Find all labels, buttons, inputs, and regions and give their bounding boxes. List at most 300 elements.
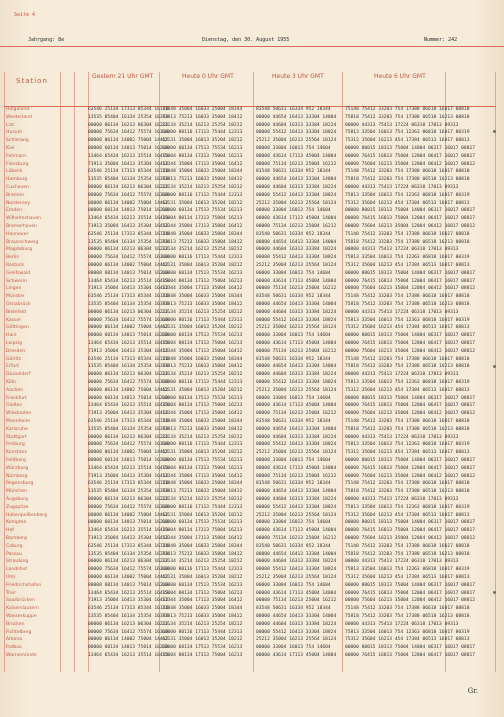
weather-cell: 25212 35004 16213 25564 18124: [256, 575, 337, 580]
weather-cell: 00000 60134 17513 75534 16213: [162, 520, 243, 526]
weather-cell: 75004 80134 17313 75004 16213: [162, 278, 243, 284]
binding-hole: [493, 365, 496, 368]
weather-cell: 00000 55412 16413 33304 18824: [256, 255, 337, 261]
station-name: Bielefeld: [6, 309, 26, 315]
weather-cell: 00000 60134 14013 75014 16213: [88, 395, 169, 401]
weather-cell: 75148 75412 33203 754 17388 06618 16017 08818: [345, 294, 470, 300]
weather-cell: 00000 75604 16213 35004 12004 06412 16017 08812: [345, 411, 475, 417]
weather-cell: 00000 06134 14002 75004 14412: [88, 637, 169, 643]
weather-cell: 75818 75412 33203 754 17388 06518 16213 08818: [345, 489, 470, 495]
weather-cell: 00000 33004 16013 754 14604: [256, 208, 331, 214]
station-name: Putbus: [6, 645, 22, 651]
weather-cell: 00000 80116 17113 75444 12313: [162, 567, 243, 573]
table-row: [4, 590, 496, 598]
station-name: Trier: [6, 590, 17, 596]
table-row: [4, 348, 496, 356]
weather-cell: 00000 60134 14013 75014 16213: [88, 582, 169, 588]
weather-cell: 13344 35004 17113 35004 16412: [162, 411, 243, 417]
weather-cell: 00000 55412 16413 33304 18824: [256, 130, 337, 136]
station-name: Konstanz: [6, 450, 27, 456]
station-name: Magdeburg: [6, 247, 32, 253]
table-row: [4, 410, 496, 418]
weather-cell: 42131 35004 16013 35204 18212: [162, 575, 243, 580]
weather-cell: 75312 35604 16213 454 17384 06513 16017 08813: [345, 450, 470, 456]
weather-cell: 71848 35004 16033 25004 18344: [162, 356, 243, 362]
weather-cell: 00000 75134 16213 25004 16212: [256, 161, 337, 167]
weather-cell: 13344 35004 17113 35004 16412: [162, 161, 243, 167]
table-row: [4, 597, 496, 605]
station-name: Dresden: [6, 348, 26, 354]
station-name: Cuxhaven: [6, 185, 30, 190]
weather-cell: 13535 85404 16134 25354 16348: [88, 551, 169, 557]
weather-cell: 00000 06134 14002 75004 14412: [88, 200, 169, 206]
weather-cell: 00000 75604 16213 35004 12004 06412 16017 08812: [345, 598, 475, 604]
weather-cell: 00000 75634 16412 75574 16313: [88, 567, 169, 573]
weather-cell: 00000 06134 16213 06304 16212: [88, 434, 169, 440]
weather-cell: 00000 80015 18313 75004 14004 06317 16017 08817: [345, 582, 475, 588]
weather-cell: 42131 35004 16013 35204 18212: [162, 200, 243, 206]
weather-cell: 00000 60134 14013 75014 16213: [88, 270, 169, 276]
weather-cell: 13464 65434 16213 35514 16413: [88, 653, 169, 658]
weather-cell: 00000 75134 16213 25004 16212: [256, 598, 337, 604]
weather-cell: 42131 35004 16013 35204 18212: [162, 325, 243, 331]
table-row: [4, 145, 496, 153]
weather-cell: 00000 33004 16013 754 14604: [256, 146, 331, 151]
weather-cell: 00000 75604 16213 35004 12004 06412 16017 08812: [345, 473, 475, 479]
weather-cell: 00000 43614 17113 45004 14004: [256, 528, 337, 534]
weather-cell: 75818 75412 33203 754 17388 06518 16213 08818: [345, 114, 470, 120]
station-name: Norderney: [6, 200, 31, 206]
weather-cell: 75818 75412 33203 754 17388 06518 16213 08818: [345, 426, 470, 432]
station-name: Mannheim: [6, 419, 31, 424]
weather-cell: 13535 85404 16134 25354 16348: [88, 114, 169, 120]
weather-cell: 13344 35004 17113 35004 16412: [162, 286, 243, 292]
weather-cell: 00000 44313 75413 17224 06318 17013 09313: [345, 434, 459, 440]
table-row: [4, 441, 496, 449]
weather-cell: 25212 35004 16213 25564 18124: [256, 450, 337, 456]
table-row: [4, 215, 496, 223]
weather-cell: 00000 60134 14013 75014 16213: [88, 208, 169, 214]
weather-cell: 42131 35004 16013 35204 18212: [162, 512, 243, 518]
weather-cell: 00000 44313 75413 17224 06318 17013 09313: [345, 372, 459, 378]
station-name: Harz: [6, 333, 17, 339]
station-name: Kiel: [6, 146, 15, 151]
weather-cell: 75818 75412 33203 754 17388 06518 16213 08818: [345, 364, 470, 370]
weather-cell: 13464 65434 16213 35514 16413: [88, 278, 169, 284]
weather-cell: 42131 35004 16013 35204 18212: [162, 450, 243, 456]
weather-cell: 00000 75634 16412 75574 16313: [88, 255, 169, 261]
weather-cell: 75813 33504 16013 754 12363 06818 16017 80319: [345, 442, 470, 448]
weather-cell: 00000 80015 18313 75004 14004 06317 16017 08817: [345, 645, 475, 651]
weather-cell: 00000 44604 16313 33384 18224: [256, 122, 337, 128]
weather-cell: 00000 06134 16213 06304 16212: [88, 497, 169, 502]
station-name: Arkona: [6, 637, 23, 643]
weather-cell: 00000 44654 16413 33304 14004: [256, 177, 337, 183]
weather-cell: 00000 33004 16013 754 14604: [256, 645, 331, 651]
weather-cell: 00000 75634 16412 75574 16313: [88, 504, 169, 510]
binding-hole: [493, 130, 496, 133]
table-row: [4, 395, 496, 403]
weather-cell: 71848 35004 16033 25004 18344: [162, 107, 243, 112]
table-row: [4, 137, 496, 145]
weather-cell: 83548 50631 16334 952 18344: [256, 419, 331, 424]
weather-cell: 00000 80015 18313 75004 14004 06317 16017 08817: [345, 333, 475, 339]
table-row: [4, 473, 496, 481]
weather-cell: 00000 44604 16313 33384 18224: [256, 247, 337, 253]
table-row: [4, 652, 496, 660]
weather-cell: 63546 25134 17313 85344 16134: [88, 543, 169, 549]
table-row: [4, 301, 496, 309]
station-name: Husum: [6, 130, 23, 136]
weather-cell: 00000 44654 16413 33304 14004: [256, 364, 337, 370]
table-row: [4, 317, 496, 325]
weather-cell: 23134 35214 16213 25254 18212: [162, 185, 243, 190]
station-name: Feldberg: [6, 458, 26, 463]
binding-hole: [493, 591, 496, 594]
station-name: Leipzig: [6, 341, 23, 346]
station-name: Kempten: [6, 520, 27, 526]
weather-cell: 23134 35214 16213 25254 18212: [162, 372, 243, 378]
weather-cell: 42131 35004 16013 35204 18212: [162, 263, 243, 268]
table-row: [4, 332, 496, 340]
table-row: [4, 168, 496, 176]
table-row: [4, 387, 496, 395]
weather-cell: 00000 44604 16313 33384 18224: [256, 434, 337, 440]
volume-label: Jahrgang: 8e: [28, 37, 65, 43]
weather-cell: 00000 55412 16413 33304 18824: [256, 442, 337, 448]
station-name: Gießen: [6, 403, 23, 409]
weather-cell: 71813 75213 16033 35004 18412: [162, 364, 243, 370]
table-row: [4, 582, 496, 590]
weather-cell: 00000 60134 17513 75534 16213: [162, 458, 243, 463]
weather-cell: 00000 44604 16313 33384 18224: [256, 309, 337, 315]
station-name: Münster: [6, 294, 25, 300]
table-row: [4, 207, 496, 215]
weather-cell: 00000 75134 16213 25004 16212: [256, 286, 337, 292]
table-row: [4, 512, 496, 520]
table-row: [4, 621, 496, 629]
weather-cell: 00000 43614 17113 45004 14004: [256, 465, 337, 471]
weather-cell: 00000 75634 16412 75574 16313: [88, 629, 169, 635]
table-row: [4, 434, 496, 442]
weather-cell: 00000 75634 16412 75574 16313: [88, 130, 169, 136]
station-name: Karlsruhe: [6, 426, 28, 432]
weather-cell: 00000 44313 75413 17224 06318 17013 09313: [345, 247, 459, 253]
table-row: [4, 356, 496, 364]
table-row: [4, 543, 496, 551]
table-row: [4, 324, 496, 332]
weather-cell: 00000 06134 14002 75004 14412: [88, 138, 169, 144]
station-name: Hof: [6, 528, 14, 534]
table-row: [4, 605, 496, 613]
weather-cell: 23134 35214 16213 25254 18212: [162, 309, 243, 315]
station-name: Bremen: [6, 192, 24, 198]
weather-cell: 00000 06134 14002 75004 14412: [88, 450, 169, 456]
weather-cell: 83548 50631 16334 952 18344: [256, 356, 331, 362]
station-name: Aachen: [6, 387, 24, 393]
station-name: Helgoland: [6, 107, 30, 112]
station-name: Augsburg: [6, 497, 28, 502]
weather-cell: 63546 25134 17313 85344 16134: [88, 356, 169, 362]
weather-cell: 13344 35004 17113 35004 16412: [162, 348, 243, 354]
weather-cell: 00000 44654 16413 33304 14004: [256, 614, 337, 619]
weather-cell: 00000 44654 16413 33304 14004: [256, 239, 337, 245]
table-row: [4, 465, 496, 473]
signature: Gr.: [467, 687, 478, 695]
weather-cell: 00000 06134 16213 06304 16212: [88, 122, 169, 128]
weather-cell: 75004 80134 17313 75004 16213: [162, 590, 243, 596]
weather-cell: 00000 43614 17113 45004 14004: [256, 590, 337, 596]
table-row: [4, 246, 496, 254]
weather-cell: 00000 75604 16213 35004 12004 06412 16017 08812: [345, 348, 475, 354]
table-row: [4, 551, 496, 559]
weather-cell: 71813 75213 16033 35004 18412: [162, 302, 243, 307]
weather-cell: 00000 55412 16413 33304 18824: [256, 380, 337, 385]
weather-cell: 00000 06134 16213 06304 16212: [88, 372, 169, 378]
weather-cell: 75813 33504 16013 754 12363 06818 16017 80319: [345, 567, 470, 573]
weather-cell: 00000 44313 75413 17224 06318 17013 09313: [345, 122, 459, 128]
station-name: Görlitz: [6, 356, 22, 362]
weather-cell: 83548 50631 16334 952 18344: [256, 294, 331, 300]
weather-cell: 00000 43614 17113 45004 14004: [256, 216, 337, 222]
weather-cell: 00000 60134 14013 75014 16213: [88, 645, 169, 651]
table-row: [4, 449, 496, 457]
table-row: [4, 285, 496, 293]
weather-cell: 71813 75213 16033 35004 18412: [162, 114, 243, 120]
weather-cell: 00000 80116 17113 75444 12313: [162, 255, 243, 261]
table-row: [4, 613, 496, 621]
weather-cell: 00000 44313 75413 17224 06318 17013 09313: [345, 497, 459, 502]
table-row: [4, 426, 496, 434]
weather-cell: 00000 60134 17513 75534 16213: [162, 208, 243, 214]
weather-cell: 00000 43614 17113 45004 14004: [256, 653, 337, 658]
weather-cell: 00000 75604 16213 35004 12004 06412 16017 08812: [345, 286, 475, 292]
table-row: [4, 239, 496, 247]
table-row: [4, 644, 496, 652]
weather-cell: 71913 35004 16413 35304 16412: [88, 286, 169, 292]
table-row: [4, 223, 496, 231]
table-row: [4, 200, 496, 208]
weather-cell: 75312 35604 16213 454 17384 06513 16017 08813: [345, 263, 470, 268]
weather-cell: 00000 60134 14013 75014 16213: [88, 458, 169, 463]
weather-cell: 00000 75604 16213 35004 12004 06412 16017 08812: [345, 224, 475, 229]
weather-cell: 00000 60134 17513 75534 16213: [162, 146, 243, 151]
weather-cell: 71848 35004 16033 25004 18344: [162, 169, 243, 175]
weather-cell: 00000 33004 16013 754 14604: [256, 520, 331, 526]
weather-cell: 00000 44654 16413 33304 14004: [256, 489, 337, 495]
weather-cell: 00000 80015 18313 75004 14004 06317 16017 08817: [345, 208, 475, 214]
station-name: Rostock: [6, 263, 24, 268]
table-row: [4, 629, 496, 637]
station-name: List: [6, 122, 15, 128]
weather-cell: 00000 80015 18313 75004 14004 06317 16017 08817: [345, 458, 475, 463]
weather-cell: 00000 55412 16413 33304 18824: [256, 317, 337, 323]
table-row: [4, 153, 496, 161]
station-name: Wilhelmshaven: [6, 216, 42, 222]
weather-cell: 00000 80116 17113 75444 12313: [162, 504, 243, 510]
weather-cell: 23134 35214 16213 25254 18212: [162, 434, 243, 440]
weather-cell: 13535 85404 16134 25354 16348: [88, 239, 169, 245]
weather-cell: 23134 35214 16213 25254 18212: [162, 621, 243, 627]
weather-cell: 00000 44654 16413 33304 14004: [256, 302, 337, 307]
weather-cell: 13464 65434 16213 35514 16413: [88, 403, 169, 409]
table-row: [4, 184, 496, 192]
weather-cell: 00000 80116 17113 75444 12313: [162, 317, 243, 323]
weather-cell: 71813 75213 16033 35004 18412: [162, 489, 243, 495]
weather-cell: 00000 33004 16013 754 14604: [256, 333, 331, 339]
weather-cell: 25212 35004 16213 25564 18124: [256, 325, 337, 331]
weather-cell: 00000 76415 16813 75004 12004 06417 16017 08817: [345, 403, 475, 409]
weather-cell: 75312 35604 16213 454 17384 06513 16017 08813: [345, 138, 470, 144]
weather-cell: 00000 06134 14002 75004 14412: [88, 575, 169, 580]
table-row: [4, 488, 496, 496]
station-name: Freiburg: [6, 442, 25, 448]
weather-cell: 75004 80134 17313 75004 16213: [162, 653, 243, 658]
table-row: [4, 379, 496, 387]
weather-cell: 75813 33504 16013 754 12363 06818 16017 80319: [345, 629, 470, 635]
date-line: Dienstag, den 30. August 1955: [202, 37, 290, 43]
table-row: [4, 402, 496, 410]
weather-cell: 23134 35214 16213 25254 18212: [162, 247, 243, 253]
station-name: Osnabrück: [6, 302, 31, 307]
weather-cell: 25212 35004 16213 25564 18124: [256, 387, 337, 393]
weather-cell: 75818 75412 33203 754 17388 06518 16213 08818: [345, 239, 470, 245]
weather-cell: 25212 35004 16213 25564 18124: [256, 138, 337, 144]
table-row: [4, 129, 496, 137]
weather-cell: 00000 44313 75413 17224 06318 17013 09313: [345, 309, 459, 315]
station-name: Lingen: [6, 286, 22, 292]
weather-cell: 75312 35604 16213 454 17384 06513 16017 08813: [345, 637, 470, 643]
weather-cell: 00000 80116 17113 75444 12313: [162, 380, 243, 385]
weather-cell: 00000 75134 16213 25004 16212: [256, 348, 337, 354]
table-row: [4, 371, 496, 379]
weather-cell: 83548 50631 16334 952 18344: [256, 231, 331, 237]
weather-cell: 00000 44604 16313 33384 18224: [256, 559, 337, 565]
weather-cell: 63546 25134 17313 85344 16134: [88, 231, 169, 237]
station-name: Bremerhaven: [6, 224, 38, 229]
weather-cell: 71813 75213 16033 35004 18412: [162, 239, 243, 245]
table-row: [4, 231, 496, 239]
weather-cell: 00000 06134 16213 06304 16212: [88, 621, 169, 627]
weather-cell: 00000 55412 16413 33304 18824: [256, 192, 337, 198]
weather-cell: 13535 85404 16134 25354 16348: [88, 489, 169, 495]
weather-cell: 00000 80015 18313 75004 14004 06317 16017 08817: [345, 146, 475, 151]
station-name: Straubing: [6, 559, 29, 565]
weather-cell: 00000 43614 17113 45004 14004: [256, 153, 337, 159]
station-name: Düsseldorf: [6, 372, 31, 378]
weather-cell: 25212 35004 16213 25564 18124: [256, 263, 337, 268]
group-title-1: Gestern 21 Uhr GMT: [92, 73, 154, 80]
table-row: [4, 122, 496, 130]
station-name: Hamburg: [6, 177, 28, 183]
weather-cell: 00000 76415 16813 75004 12004 06417 16017 08817: [345, 528, 475, 534]
weather-cell: 00000 33004 16013 754 14604: [256, 458, 331, 463]
table-row: [4, 340, 496, 348]
station-header: Station: [16, 77, 48, 85]
weather-cell: 00000 06134 14002 75004 14412: [88, 263, 169, 268]
weather-cell: 75148 75412 33203 754 17388 06618 16017 08818: [345, 419, 470, 424]
table-row: [4, 558, 496, 566]
table-row: [4, 270, 496, 278]
weather-cell: 75813 33504 16013 754 12363 06818 16017 80319: [345, 192, 470, 198]
weather-cell: 71913 35004 16413 35304 16412: [88, 224, 169, 229]
weather-cell: 00000 76415 16813 75004 12004 06417 16017 08817: [345, 653, 475, 658]
weather-cell: 71848 35004 16033 25004 18344: [162, 481, 243, 487]
table-row: [4, 176, 496, 184]
weather-cell: 75148 75412 33203 754 17388 06618 16017 08818: [345, 356, 470, 362]
station-name: Lübeck: [6, 169, 23, 175]
station-name: Warnemünde: [6, 653, 37, 658]
weather-cell: 00000 44604 16313 33384 18224: [256, 621, 337, 627]
weather-cell: 13464 65434 16213 35514 16413: [88, 465, 169, 471]
weather-cell: 00000 33004 16013 754 14604: [256, 395, 331, 401]
weather-cell: 00000 75634 16412 75574 16313: [88, 442, 169, 448]
weather-cell: 00000 60134 17513 75534 16213: [162, 333, 243, 339]
page-corner-label: Seite 4: [14, 12, 36, 18]
weather-cell: 63546 25134 17313 85344 16134: [88, 481, 169, 487]
station-name: Friedrichshafen: [6, 582, 42, 588]
weather-cell: 63546 25134 17313 85344 16134: [88, 294, 169, 300]
weather-cell: 13464 65434 16213 35514 16413: [88, 590, 169, 596]
station-name: Braunschweig: [6, 239, 39, 245]
weather-cell: 13535 85404 16134 25354 16348: [88, 614, 169, 619]
weather-cell: 13464 65434 16213 35514 16413: [88, 341, 169, 346]
weather-cell: 00000 75604 16213 35004 12004 06412 16017 08812: [345, 536, 475, 541]
station-name: Brocken: [6, 621, 25, 627]
station-name: Hohenpeißenberg: [6, 512, 48, 518]
weather-cell: 00000 80116 17113 75444 12313: [162, 442, 243, 448]
weather-cell: 23134 35214 16213 25254 18212: [162, 559, 243, 565]
weather-cell: 00000 06134 16213 06304 16212: [88, 247, 169, 253]
weather-cell: 75813 33504 16013 754 12363 06818 16017 80319: [345, 255, 470, 261]
station-name: Schleswig: [6, 138, 29, 144]
weather-cell: 00000 60134 14013 75014 16213: [88, 146, 169, 151]
weather-cell: 00000 43614 17113 45004 14004: [256, 278, 337, 284]
weather-cell: 00000 06134 16213 06304 16212: [88, 185, 169, 190]
weather-cell: 00000 76415 16813 75004 12004 06417 16017 08817: [345, 153, 475, 159]
table-row: [4, 636, 496, 644]
station-name: München: [6, 489, 27, 495]
station-name: Wasserkuppe: [6, 614, 37, 619]
station-name: Bamberg: [6, 536, 27, 541]
weather-cell: 00000 80116 17113 75444 12313: [162, 192, 243, 198]
weather-cell: 00000 60134 14013 75014 16213: [88, 520, 169, 526]
weather-cell: 71848 35004 16033 25004 18344: [162, 231, 243, 237]
station-name: Passau: [6, 551, 22, 557]
station-name: Westerland: [6, 114, 32, 120]
weather-cell: 71913 35004 16413 35304 16412: [88, 161, 169, 167]
group-title-3: Heute 3 Uhr GMT: [272, 73, 324, 80]
group-title-2: Heute 0 Uhr GMT: [182, 73, 234, 80]
weather-cell: 00000 44654 16413 33304 14004: [256, 426, 337, 432]
table-row: [4, 527, 496, 535]
weather-cell: 75813 33504 16013 754 12363 06818 16017 80319: [345, 130, 470, 136]
weather-cell: 75312 35604 16213 454 17384 06513 16017 08813: [345, 575, 470, 580]
weather-cell: 75148 75412 33203 754 17388 06618 16017 08818: [345, 231, 470, 237]
table-row: [4, 363, 496, 371]
table-row: [4, 254, 496, 262]
group-title-4: Heute 6 Uhr GMT: [374, 73, 426, 80]
table-row: [4, 566, 496, 574]
station-name: Emden: [6, 208, 23, 214]
station-name: Köln: [6, 380, 16, 385]
station-name: Ulm: [6, 575, 16, 580]
weather-cell: 63546 25134 17313 85344 16134: [88, 107, 169, 112]
weather-cell: 71813 75213 16033 35004 18412: [162, 551, 243, 557]
weather-cell: 75818 75412 33203 754 17388 06518 16213 08818: [345, 614, 470, 619]
weather-cell: 00000 55412 16413 33304 18824: [256, 567, 337, 573]
table-row: [4, 161, 496, 169]
